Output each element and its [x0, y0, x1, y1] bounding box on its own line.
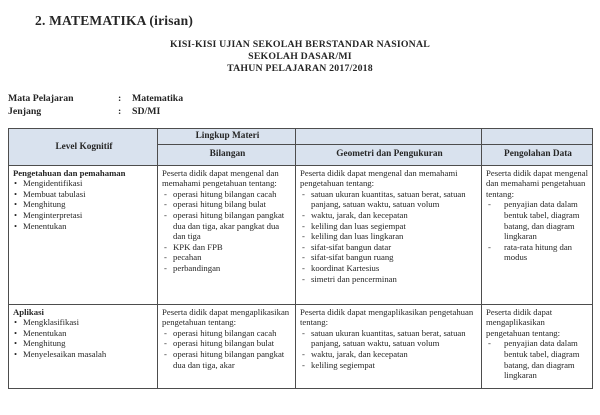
level-value: SD/MI: [132, 105, 161, 117]
header-row-lingkup: [9, 129, 593, 145]
geometri-item: - sifat-sifat bangun ruang: [300, 252, 479, 263]
cell-level-kognitif-1: [9, 165, 158, 304]
pengolahan-item-list: [486, 338, 590, 380]
bilangan-item: - KPK dan FPB: [162, 242, 293, 253]
bilangan-item: - operasi hitung bilangan pangkat dua dan tiga, akar: [162, 349, 293, 370]
geometri-item: - keliling dan luas lingkaran: [300, 231, 479, 242]
cell-intro: Peserta didik dapat mengenal dan memahami pengetahuan tentang:: [486, 167, 589, 199]
subject-label: Mata Pelajaran: [8, 93, 74, 104]
cell-pengolahan-1: [482, 165, 593, 304]
level-bullet-item: • Menentukan: [13, 221, 155, 232]
meta-row-subject: [8, 93, 600, 106]
geometri-item: - satuan ukuran kuantitas, satuan berat, satuan panjang, satuan waktu, satuan volum: [300, 328, 479, 349]
header-lingkup-spacer-1: [296, 129, 482, 145]
header-col-bilangan: Bilangan: [158, 144, 296, 165]
level-label: Jenjang: [8, 105, 42, 117]
geometri-item: - waktu, jarak, dan kecepatan: [300, 349, 479, 360]
level-bullet-item: • Mengidentifikasi: [13, 178, 155, 189]
level-bullet-list: [13, 178, 155, 231]
header-lingkup-spacer-2: [482, 129, 593, 145]
bilangan-item-list: [162, 328, 293, 370]
pengolahan-item: - rata-rata hitung dan modus: [486, 242, 590, 263]
bilangan-item: - perbandingan: [162, 263, 293, 274]
level-bullet-item: • Mengklasifikasi: [13, 317, 155, 328]
header-col-pengolahan: Pengolahan Data: [482, 144, 593, 165]
level-bullet-item: • Menghitung: [13, 338, 155, 349]
level-bullet-item: • Membuat tabulasi: [13, 189, 155, 200]
geometri-item-list: [300, 189, 479, 284]
bilangan-item: - operasi hitung bilangan cacah: [162, 189, 293, 200]
cell-intro: Peserta didik dapat mengaplikasikan pengetahuan tentang:: [162, 306, 290, 328]
cell-bilangan-2: [158, 304, 296, 388]
document-page: [0, 13, 600, 415]
subject-colon: :: [118, 93, 122, 104]
geometri-item: - koordinat Kartesius: [300, 263, 479, 274]
header-lingkup-materi: Lingkup Materi: [158, 129, 296, 145]
cell-bilangan-1: [158, 165, 296, 304]
level-bullet-item: • Menyelesaikan masalah: [13, 349, 155, 360]
geometri-item: - waktu, jarak, dan kecepatan: [300, 210, 479, 221]
pengolahan-item: - penyajian data dalam bentuk tabel, diagram batang, dan diagram lingkaran: [486, 338, 590, 380]
meta-block: [8, 93, 600, 118]
bilangan-item: - operasi hitung bilangan cacah: [162, 328, 293, 339]
header-col-geometri: Geometri dan Pengukuran: [296, 144, 482, 165]
cell-intro: Peserta didik dapat mengenal dan memahami pengetahuan tentang:: [300, 167, 458, 189]
doc-title-line-2: SEKOLAH DASAR/MI: [248, 51, 352, 62]
level-title: Aplikasi: [13, 306, 44, 317]
cell-level-kognitif-2: [9, 304, 158, 388]
bilangan-item: - operasi hitung bilangan bulat: [162, 338, 293, 349]
cell-pengolahan-2: [482, 304, 593, 388]
geometri-item: - keliling segiempat: [300, 360, 479, 371]
doc-title: [0, 39, 600, 75]
section-title: 2. MATEMATIKA (irisan): [35, 13, 194, 28]
geometri-item: - keliling dan luas segiempat: [300, 221, 479, 232]
bilangan-item: - pecahan: [162, 252, 293, 263]
geometri-item-list: [300, 328, 479, 370]
subject-value: Matematika: [132, 93, 184, 104]
table-row-aplikasi: [9, 304, 593, 388]
cell-geometri-2: [296, 304, 482, 388]
geometri-item: - satuan ukuran kuantitas, satuan berat, satuan panjang, satuan waktu, satuan volum: [300, 189, 479, 210]
level-bullet-item: • Menentukan: [13, 328, 155, 339]
level-title: Pengetahuan dan pemahaman: [13, 167, 126, 178]
level-colon: :: [118, 105, 122, 117]
doc-title-line-1: KISI-KISI UJIAN SEKOLAH BERSTANDAR NASIONAL: [170, 39, 430, 50]
geometri-item: - simetri dan pencerminan: [300, 274, 479, 285]
geometri-item: - sifat-sifat bangun datar: [300, 242, 479, 253]
doc-title-line-3: TAHUN PELAJARAN 2017/2018: [227, 63, 373, 74]
level-bullet-item: • Menginterpretasi: [13, 210, 155, 221]
pengolahan-item-list: [486, 199, 590, 263]
bilangan-item: - operasi hitung bilang bulat: [162, 199, 293, 210]
cell-geometri-1: [296, 165, 482, 304]
pengolahan-item: - penyajian data dalam bentuk tabel, diagram batang, dan diagram lingkaran: [486, 199, 590, 241]
meta-row-level: [8, 106, 600, 119]
cell-intro: Peserta didik dapat mengaplikasikan pengetahuan tentang:: [300, 306, 474, 328]
bilangan-item: - operasi hitung bilangan pangkat dua dan tiga, akar pangkat dua dan tiga: [162, 210, 293, 242]
cell-intro: Peserta didik dapat mengaplikasikan pengetahuan tentang:: [486, 306, 561, 338]
level-bullet-item: • Menghitung: [13, 199, 155, 210]
header-level-kognitif: Level Kognitif: [9, 129, 158, 166]
cell-intro: Peserta didik dapat mengenal dan memahami pengetahuan tentang:: [162, 167, 279, 189]
table-row-pengetahuan: [9, 165, 593, 304]
bilangan-item-list: [162, 189, 293, 274]
kisi-kisi-table: [8, 128, 593, 389]
level-bullet-list: [13, 317, 155, 359]
